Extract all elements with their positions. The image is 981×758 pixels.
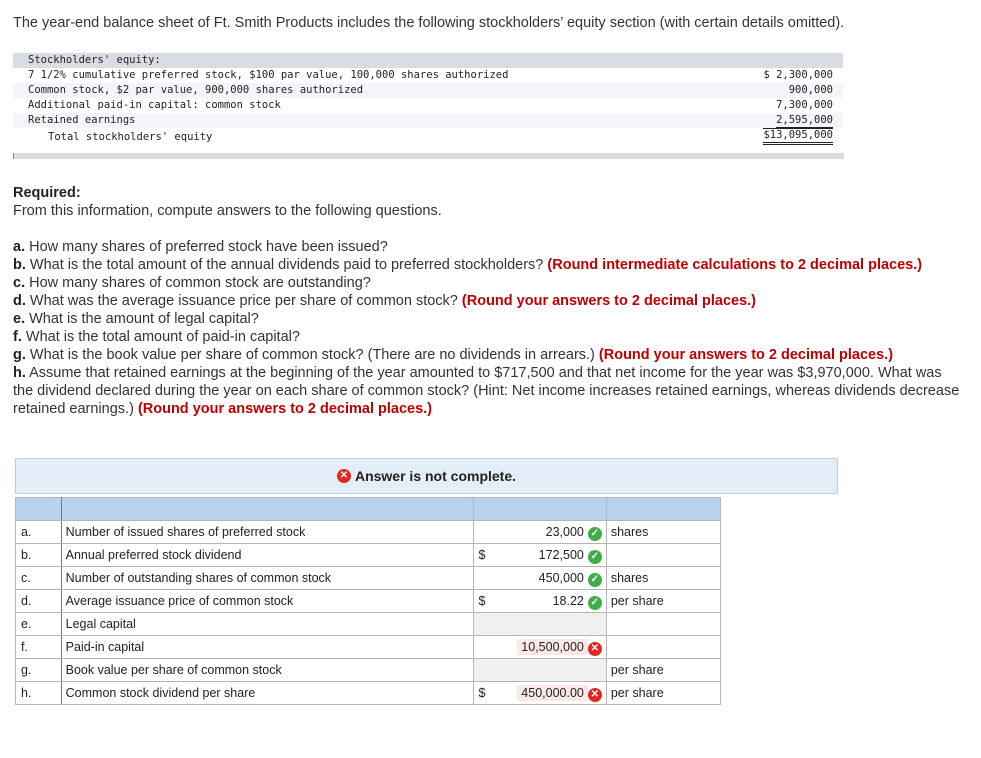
- question-list: [13, 238, 963, 418]
- question-c: c. How many shares of common stock are outstanding?: [13, 275, 371, 291]
- answer-letter: d.: [16, 590, 62, 613]
- answer-unit: per share: [606, 659, 720, 682]
- check-circle-icon: ✓: [588, 550, 602, 564]
- answer-value[interactable]: 18.22: [552, 593, 584, 608]
- answer-row: [16, 590, 721, 613]
- answer-unit: [606, 636, 720, 659]
- question-b: b. What is the total amount of the annual dividends paid to preferred stockholders? (Round intermediate calculations to 2 decimal places.): [13, 257, 923, 273]
- answer-input-cell[interactable]: [514, 544, 606, 567]
- answer-letter: b.: [16, 544, 62, 567]
- balance-sheet-scrollbar[interactable]: [13, 153, 844, 159]
- balance-sheet-row: [13, 113, 843, 128]
- answer-value[interactable]: 172,500: [538, 547, 584, 562]
- question-d: d. What was the average issuance price per share of common stock? (Round your answers to 2 decimal places.): [13, 293, 757, 309]
- balance-sheet-heading: Stockholders' equity:: [28, 54, 161, 66]
- row-amount: 900,000: [788, 84, 833, 96]
- answer-table-header: [16, 498, 721, 521]
- question-f: f. What is the total amount of paid-in capital?: [13, 329, 300, 345]
- answer-status-text: Answer is not complete.: [354, 468, 517, 484]
- answer-description: Common stock dividend per share: [61, 682, 474, 705]
- row-label: Total stockholders' equity: [48, 131, 213, 143]
- answer-input-cell[interactable]: [514, 636, 606, 659]
- answer-dollar-sign: $: [474, 544, 514, 567]
- answer-unit: [606, 613, 720, 636]
- answer-row: [16, 567, 721, 590]
- answer-input-cell[interactable]: [514, 659, 606, 682]
- answer-description: Book value per share of common stock: [61, 659, 474, 682]
- answer-letter: g.: [16, 659, 62, 682]
- row-amount: $13,095,000: [763, 128, 833, 145]
- question-a: a. How many shares of preferred stock have been issued?: [13, 239, 388, 255]
- answer-unit: shares: [606, 521, 720, 544]
- x-circle-icon: ✕: [588, 688, 602, 702]
- answer-dollar-sign: [474, 521, 514, 544]
- answer-dollar-sign: [474, 567, 514, 590]
- answer-row: [16, 659, 721, 682]
- answer-description: Paid-in capital: [61, 636, 474, 659]
- answer-letter: a.: [16, 521, 62, 544]
- balance-sheet-row: [13, 68, 843, 83]
- required-title: Required:: [13, 185, 81, 201]
- required-subtitle: From this information, compute answers to the following questions.: [13, 203, 442, 219]
- answer-input-cell[interactable]: [514, 567, 606, 590]
- answer-unit: per share: [606, 590, 720, 613]
- answer-row: [16, 636, 721, 659]
- answer-unit: per share: [606, 682, 720, 705]
- answer-row: [16, 613, 721, 636]
- check-circle-icon: ✓: [588, 573, 602, 587]
- row-label: Additional paid-in capital: common stock: [28, 99, 281, 111]
- answer-row: [16, 682, 721, 705]
- check-circle-icon: ✓: [588, 527, 602, 541]
- balance-sheet-row: [13, 83, 843, 98]
- question-g: g. What is the book value per share of common stock? (There are no dividends in arrears.) (Round your answers to 2 decimal places.): [13, 347, 894, 363]
- answer-value[interactable]: 10,500,000: [517, 639, 588, 655]
- answer-letter: c.: [16, 567, 62, 590]
- question-h: h. Assume that retained earnings at the beginning of the year amounted to $717,500 and that net income for the year was $3,970,000. What was the dividend declared during the year on each share of common stock? (Hint: Net income increases retained earnings, whereas dividends decrease retained earnings.) (Round your answers to 2 decimal places.): [13, 365, 960, 417]
- answer-letter: f.: [16, 636, 62, 659]
- answer-letter: e.: [16, 613, 62, 636]
- answer-letter: h.: [16, 682, 62, 705]
- question-e: e. What is the amount of legal capital?: [13, 311, 259, 327]
- answer-dollar-sign: $: [474, 590, 514, 613]
- answer-dollar-sign: [474, 613, 514, 636]
- answer-table: [15, 497, 721, 705]
- answer-description: Legal capital: [61, 613, 474, 636]
- answer-input-cell[interactable]: [514, 682, 606, 705]
- answer-row: [16, 521, 721, 544]
- answer-description: Annual preferred stock dividend: [61, 544, 474, 567]
- answer-status-banner: [15, 458, 838, 494]
- answer-value[interactable]: [594, 672, 602, 674]
- balance-sheet-total-row: [13, 128, 843, 146]
- balance-sheet-heading-row: [13, 53, 843, 68]
- answer-value[interactable]: 23,000: [545, 524, 584, 539]
- answer-row: [16, 544, 721, 567]
- answer-input-cell[interactable]: [514, 590, 606, 613]
- balance-sheet: [13, 53, 843, 146]
- x-circle-icon: ✕: [337, 469, 351, 483]
- answer-dollar-sign: [474, 659, 514, 682]
- answer-input-cell[interactable]: [514, 613, 606, 636]
- row-label: 7 1/2% cumulative preferred stock, $100 par value, 100,000 shares authorized: [28, 69, 509, 81]
- row-amount: $ 2,300,000: [763, 69, 833, 81]
- answer-description: Number of outstanding shares of common stock: [61, 567, 474, 590]
- check-circle-icon: ✓: [588, 596, 602, 610]
- row-amount: 7,300,000: [776, 99, 833, 111]
- answer-dollar-sign: $: [474, 682, 514, 705]
- row-label: Common stock, $2 par value, 900,000 shares authorized: [28, 84, 364, 96]
- answer-value[interactable]: 450,000.00: [517, 685, 588, 701]
- answer-unit: shares: [606, 567, 720, 590]
- row-amount: 2,595,000: [776, 114, 833, 126]
- answer-description: Number of issued shares of preferred stock: [61, 521, 474, 544]
- answer-dollar-sign: [474, 636, 514, 659]
- row-label: Retained earnings: [28, 114, 136, 126]
- balance-sheet-row: [13, 98, 843, 113]
- answer-value[interactable]: [594, 626, 602, 628]
- answer-description: Average issuance price of common stock: [61, 590, 474, 613]
- answer-unit: [606, 544, 720, 567]
- answer-value[interactable]: 450,000: [538, 570, 584, 585]
- answer-input-cell[interactable]: [514, 521, 606, 544]
- problem-intro: The year-end balance sheet of Ft. Smith Products includes the following stockholders’ equity section (with certain details omitted).: [13, 15, 845, 31]
- x-circle-icon: ✕: [588, 642, 602, 656]
